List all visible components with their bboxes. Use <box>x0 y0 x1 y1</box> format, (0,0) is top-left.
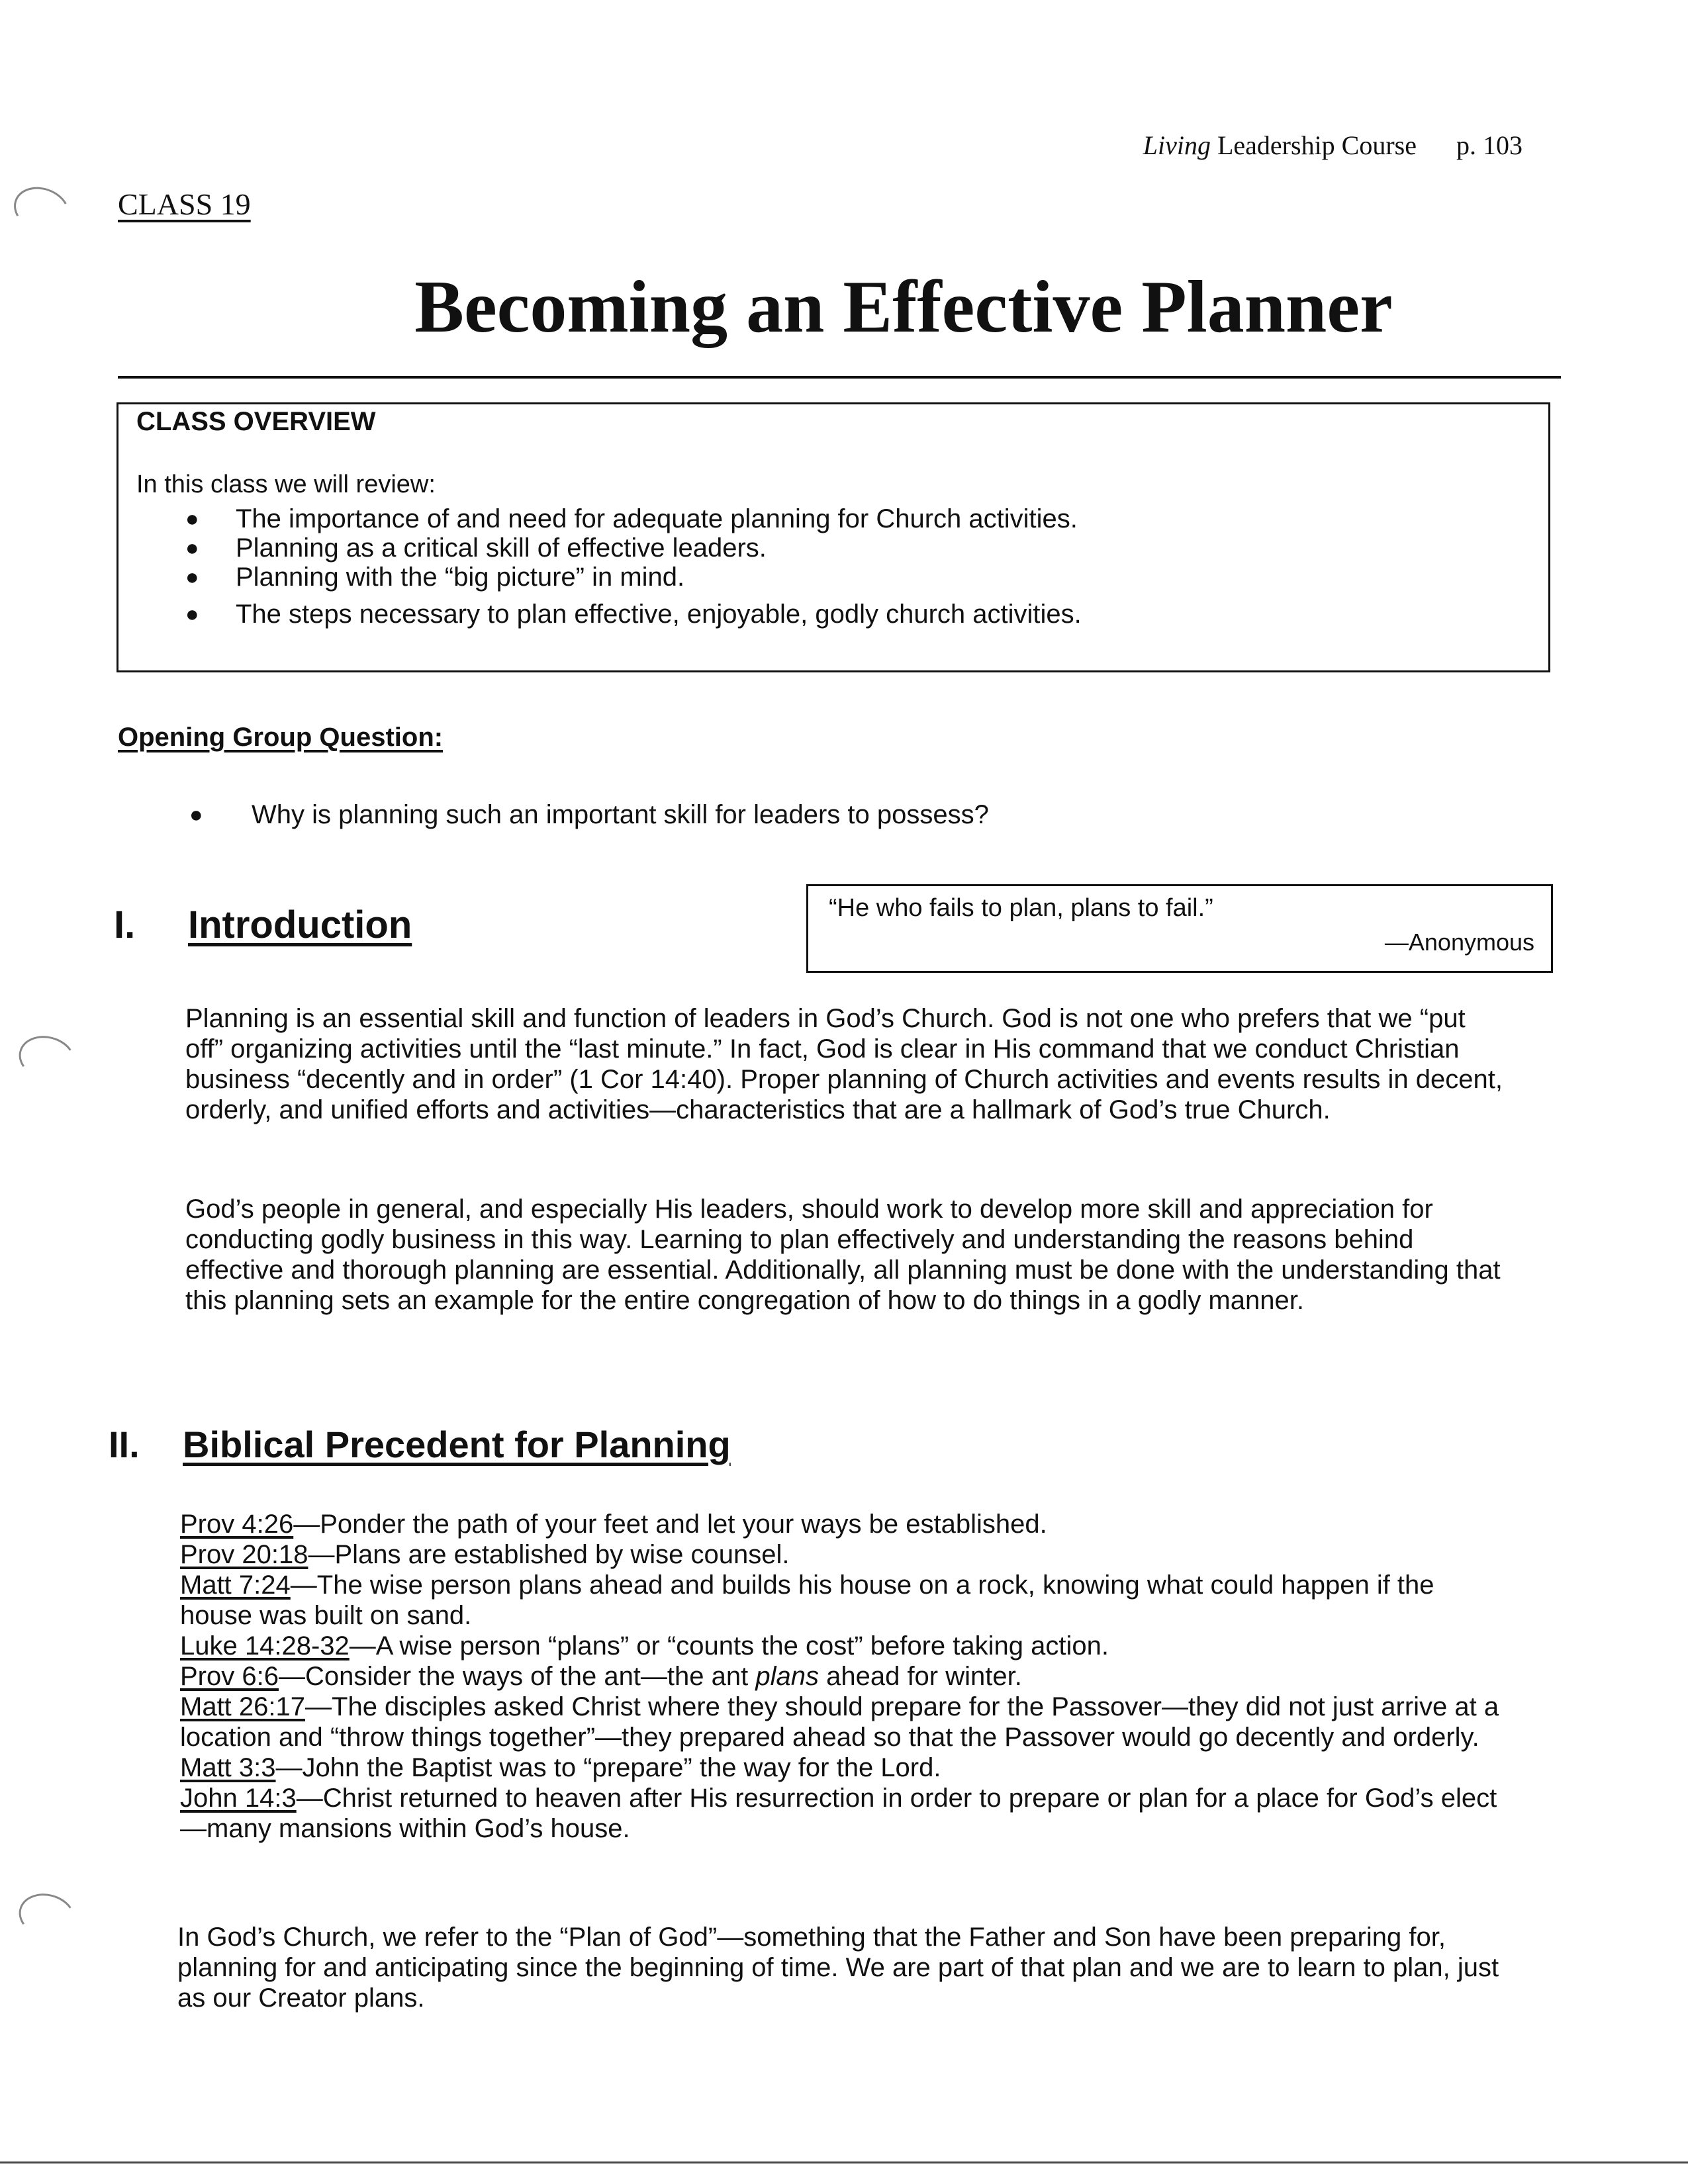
overview-item: ● Planning as a critical skill of effective leaders. <box>185 533 767 563</box>
quote-text: “He who fails to plan, plans to fail.” <box>829 894 1213 922</box>
overview-item: ● Planning with the “big picture” in mind. <box>185 563 685 592</box>
section-title-introduction: Introduction <box>188 903 412 946</box>
bullet-icon: ● <box>189 802 203 827</box>
course-name-italic: Living <box>1143 130 1211 160</box>
scripture-list <box>180 1509 1504 1844</box>
scripture-item: Prov 6:6—Consider the ways of the ant—the ant plans ahead for winter. <box>180 1662 1022 1691</box>
bullet-icon: ● <box>185 565 199 590</box>
scripture-item: Matt 26:17—The disciples asked Christ where they should prepare for the Passover—they did not just arrive at a location and “throw things together”—they prepared ahead so that the Passover would go decently and orderly. <box>180 1692 1499 1752</box>
intro-paragraph: God’s people in general, and especially His leaders, should work to develop more skill and appreciation for conducting godly business in this way. Learning to plan effectively and understanding the reasons behind effective and thorough planning are essential. Additionally, all planning must be done with the understanding that this planning sets an example for the entire congregation of how to do things in a godly manner. <box>185 1195 1501 1315</box>
scripture-ref: Luke 14:28-32 <box>180 1631 350 1661</box>
overview-heading: CLASS OVERVIEW <box>136 407 376 436</box>
scan-mark <box>14 1888 80 1944</box>
title-divider <box>118 376 1561 379</box>
overview-item: ● The steps necessary to plan effective, enjoyable, godly church activities. <box>185 600 1082 629</box>
bullet-icon: ● <box>185 506 199 531</box>
scripture-ref: Matt 7:24 <box>180 1570 291 1600</box>
scripture-ref: Matt 26:17 <box>180 1692 306 1721</box>
scripture-ref: Prov 4:26 <box>180 1510 294 1539</box>
scan-mark <box>14 1030 80 1087</box>
scripture-item: Prov 4:26—Ponder the path of your feet and let your ways be established. <box>180 1510 1047 1539</box>
page-bottom-edge <box>0 2161 1688 2163</box>
course-name: Leadership Course <box>1210 130 1417 160</box>
section-number: II. <box>109 1424 140 1465</box>
running-header <box>1143 130 1523 161</box>
overview-list <box>185 503 1082 630</box>
overview-item: ● The importance of and need for adequate planning for Church activities. <box>185 504 1078 533</box>
opening-question-heading: Opening Group Question: <box>118 723 444 752</box>
scripture-ref: Prov 6:6 <box>180 1662 279 1691</box>
class-label: CLASS 19 <box>118 187 251 221</box>
overview-intro: In this class we will review: <box>136 471 436 498</box>
scan-mark <box>7 179 75 240</box>
scripture-ref: Matt 3:3 <box>180 1753 276 1782</box>
scripture-item: Matt 7:24—The wise person plans ahead and builds his house on a rock, knowing what could happen if the house was built on sand. <box>180 1570 1434 1630</box>
closing-paragraph: In God’s Church, we refer to the “Plan of God”—something that the Father and Son have been preparing for, planning for and anticipating since the beginning of time. We are part of that plan and we are to learn to plan, just as our Creator plans. <box>177 1923 1499 2013</box>
intro-paragraph: Planning is an essential skill and function of leaders in God’s Church. God is not one who prefers that we “put off” organizing activities until the “last minute.” In fact, God is clear in His command that we conduct Christian business “decently and in order” (1 Cor 14:40). Proper planning of Church activities and events results in decent, orderly, and unified efforts and activities—characteristics that are a hallmark of God’s true Church. <box>185 1004 1503 1124</box>
scripture-item: Matt 3:3—John the Baptist was to “prepare” the way for the Lord. <box>180 1753 941 1782</box>
opening-question-text: Why is planning such an important skill for leaders to possess? <box>252 800 989 829</box>
scripture-item: Luke 14:28-32—A wise person “plans” or “counts the cost” before taking action. <box>180 1631 1109 1661</box>
scripture-item: John 14:3—Christ returned to heaven after His resurrection in order to prepare or plan for a place for God’s elect—many mansions within God’s house. <box>180 1784 1497 1843</box>
scripture-ref: Prov 20:18 <box>180 1540 308 1569</box>
section-title-biblical-precedent: Biblical Precedent for Planning <box>183 1424 731 1465</box>
scripture-ref: John 14:3 <box>180 1784 297 1813</box>
section-number: I. <box>114 903 136 946</box>
bullet-icon: ● <box>185 535 199 561</box>
scripture-item: Prov 20:18—Plans are established by wise counsel. <box>180 1540 790 1569</box>
quote-author: —Anonymous <box>1384 929 1534 956</box>
page-number: p. 103 <box>1456 130 1523 160</box>
opening-question <box>189 798 989 831</box>
page-title: Becoming an Effective Planner <box>414 266 1393 348</box>
bullet-icon: ● <box>185 602 199 627</box>
